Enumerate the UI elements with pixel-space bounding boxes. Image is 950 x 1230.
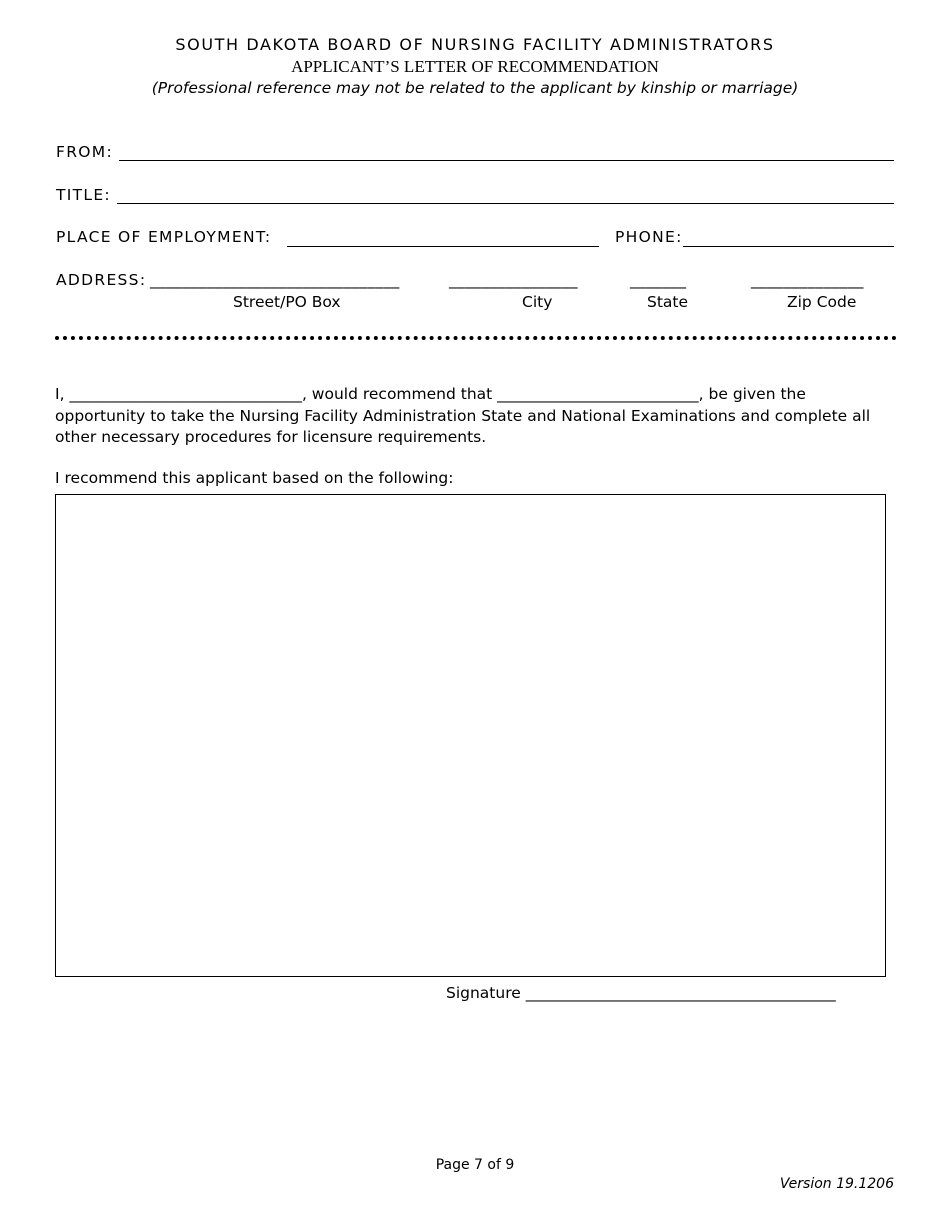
street-caption: Street/PO Box xyxy=(233,293,341,311)
employment-field[interactable] xyxy=(287,246,599,247)
statement-part1: I, xyxy=(55,385,70,403)
form-note: (Professional reference may not be related to the applicant by kinship or marriage) xyxy=(151,79,799,97)
form-title: SOUTH DAKOTA BOARD OF NURSING FACILITY ADMINISTRATORS xyxy=(175,35,775,54)
form-subtitle: APPLICANT’S LETTER OF RECOMMENDATION xyxy=(291,57,659,76)
address-street-field[interactable]: _______________________________ xyxy=(150,271,400,289)
signature-line xyxy=(446,984,836,1002)
address-label: ADDRESS: xyxy=(56,271,147,289)
employment-label: PLACE OF EMPLOYMENT: xyxy=(56,228,272,246)
signature-label: Signature xyxy=(446,984,521,1002)
recommendation-textarea[interactable] xyxy=(55,494,886,977)
recommender-name-field[interactable]: ______________________________, xyxy=(69,385,307,403)
address-city-field[interactable]: ________________ xyxy=(449,271,578,289)
state-caption: State xyxy=(647,293,689,311)
address-zip-field[interactable]: ______________ xyxy=(751,271,864,289)
section-divider xyxy=(55,336,897,340)
statement-part3: be given the opportunity to take the Nursing Facility Administration State and National Examinations and complete all other necessary procedures for licensure requirements. xyxy=(55,385,871,446)
from-field[interactable] xyxy=(119,160,894,161)
recommendation-statement xyxy=(55,384,900,449)
version-label: Version 19.1206 xyxy=(779,1176,894,1192)
title-label: TITLE: xyxy=(56,186,111,204)
phone-field[interactable] xyxy=(683,246,894,247)
city-caption: City xyxy=(522,293,553,311)
page-number: Page 7 of 9 xyxy=(435,1157,515,1173)
applicant-name-field[interactable]: __________________________, xyxy=(497,385,704,403)
recommend-basis-label: I recommend this applicant based on the following: xyxy=(55,469,454,487)
statement-part2: would recommend that xyxy=(306,385,498,403)
phone-label: PHONE: xyxy=(615,228,683,246)
address-state-field[interactable]: _______ xyxy=(630,271,687,289)
zip-caption: Zip Code xyxy=(787,293,857,311)
signature-field[interactable]: ________________________________________ xyxy=(525,984,836,1002)
from-label: FROM: xyxy=(56,143,113,161)
title-field[interactable] xyxy=(117,203,894,204)
